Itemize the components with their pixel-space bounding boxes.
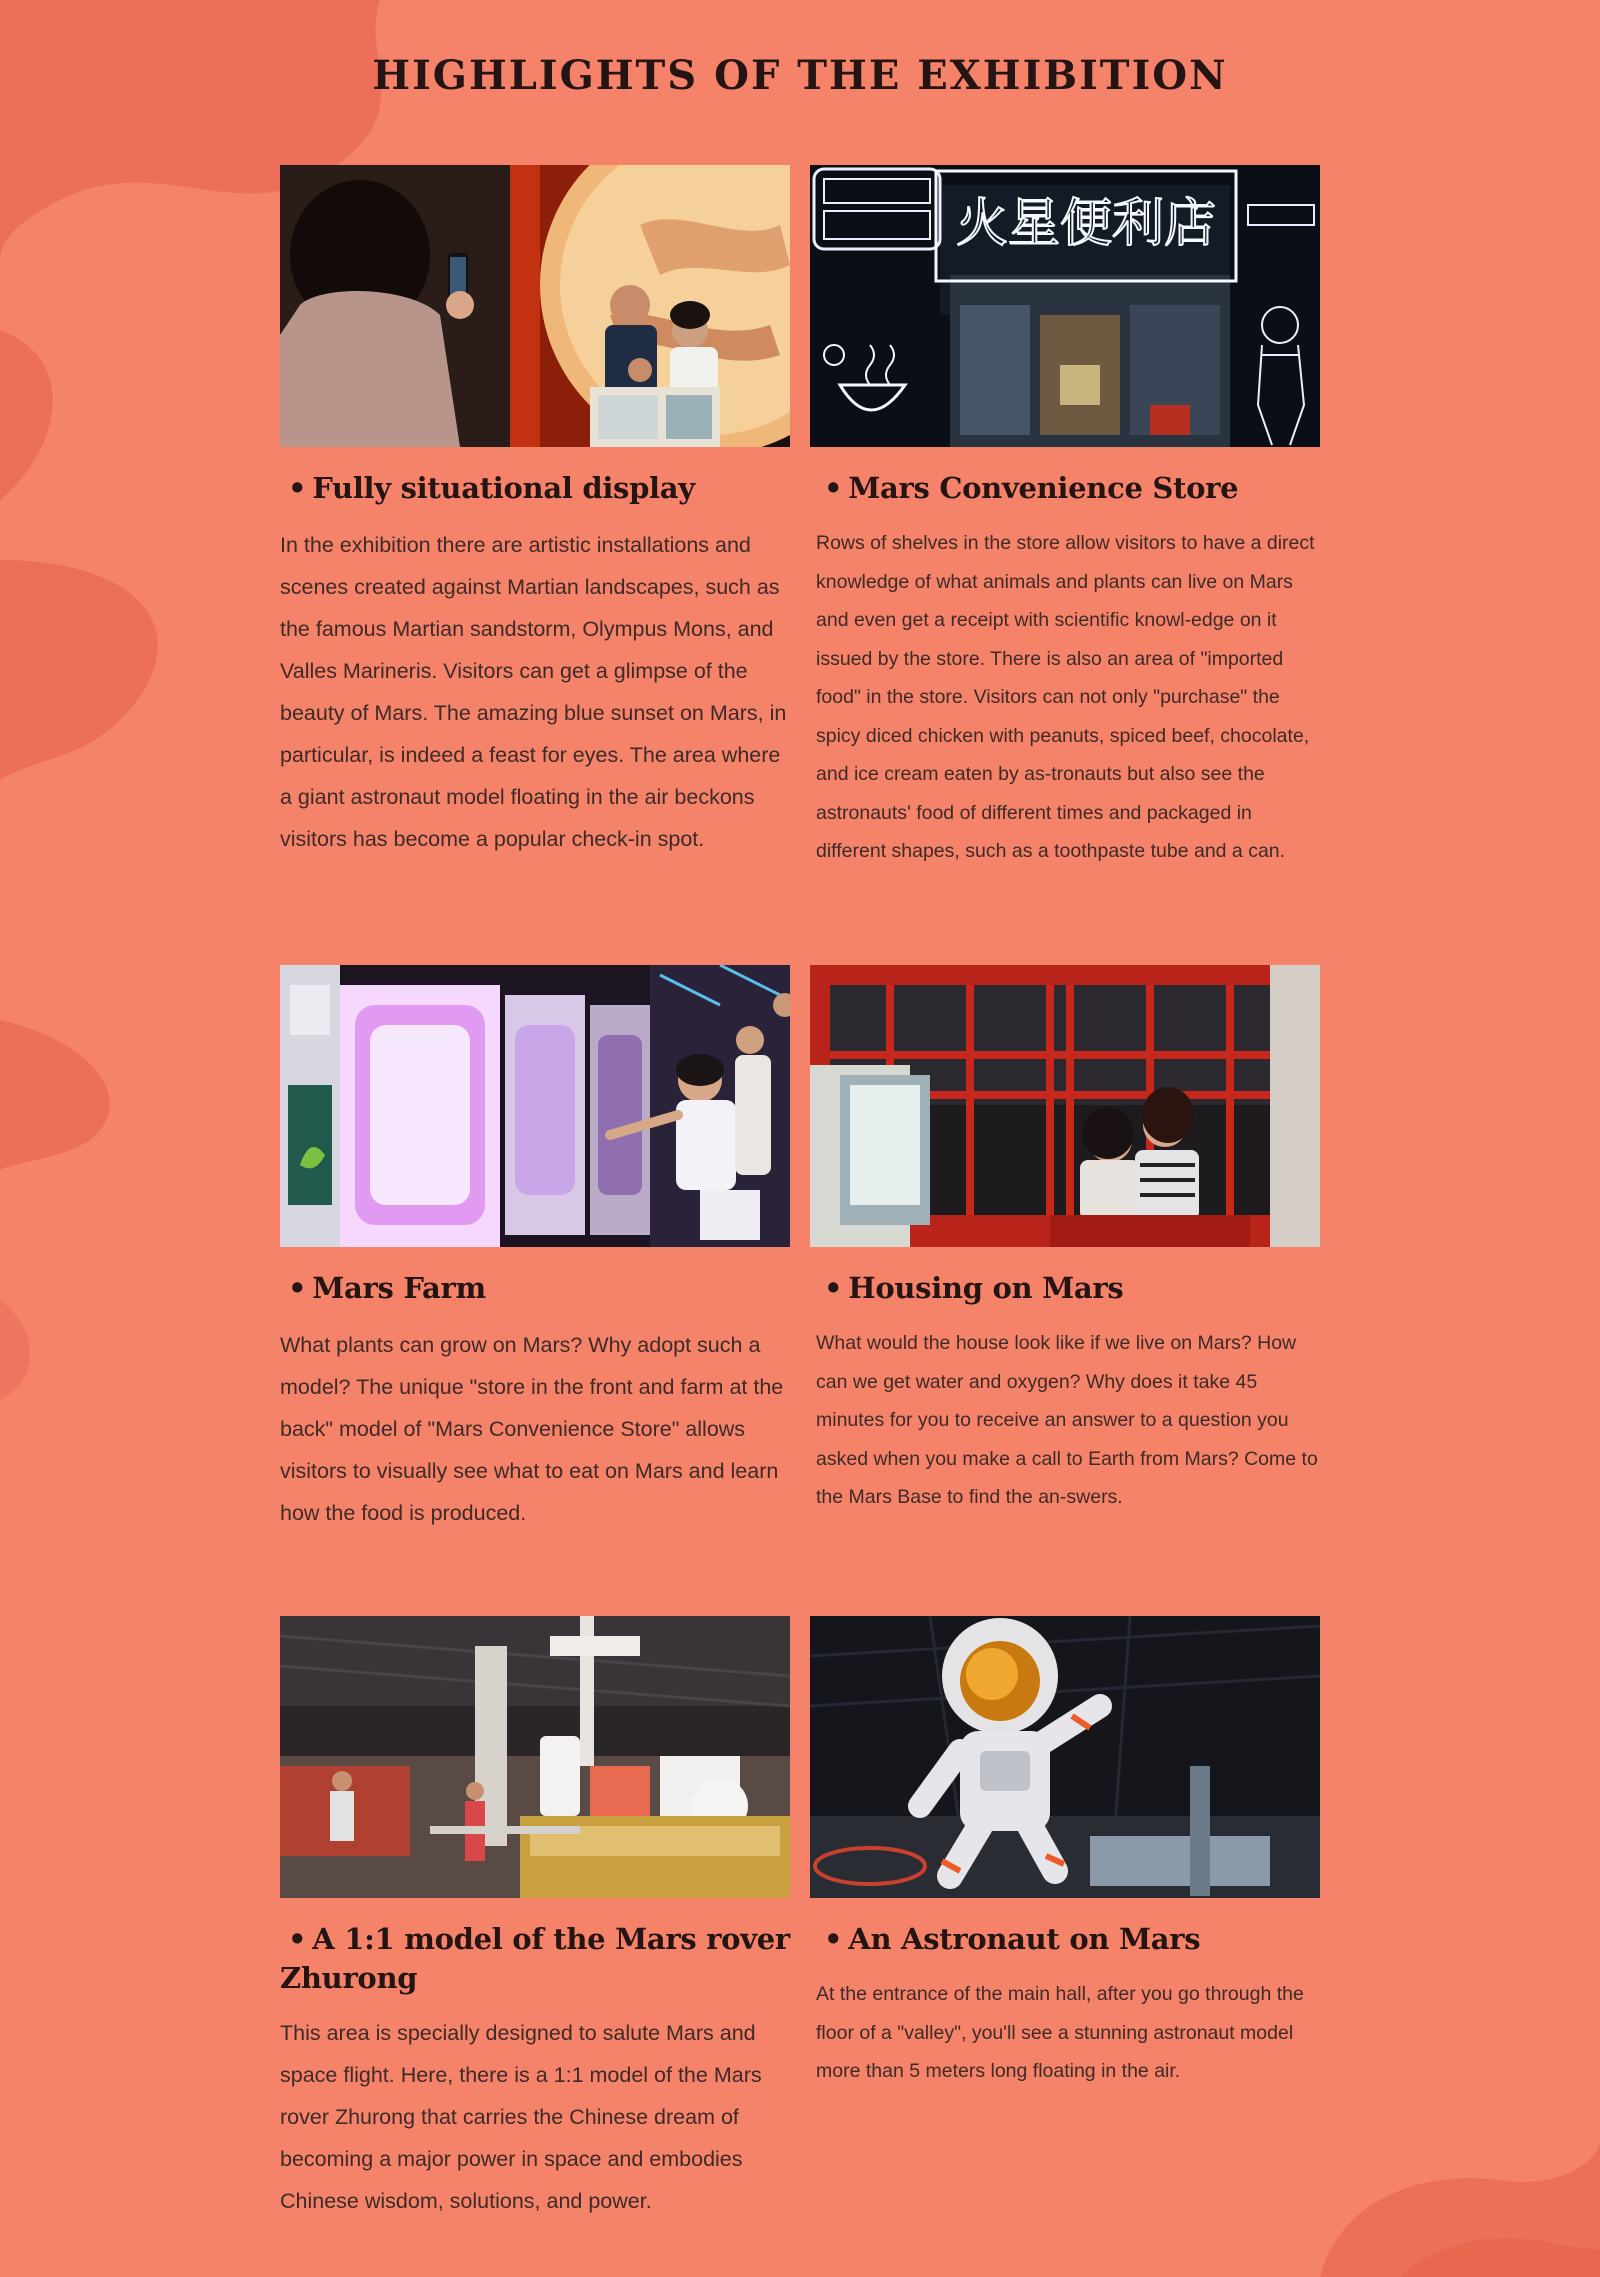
section-body: At the entrance of the main hall, after you go through the floor of a "valley", you'll see a stunning astronaut model more than 5 meters long floating in the air. bbox=[816, 1983, 1304, 2082]
section-title bbox=[280, 1920, 790, 1998]
section-zhurong-rover-model bbox=[280, 1616, 790, 2222]
photo-astronaut-model bbox=[810, 1616, 1320, 1898]
section-title-text: Mars Convenience Store bbox=[848, 471, 1239, 505]
section-title bbox=[810, 1920, 1320, 1959]
photo-mars-farm bbox=[280, 965, 790, 1247]
bullet: • bbox=[288, 1922, 307, 1956]
bullet: • bbox=[824, 1922, 843, 1956]
section-housing-on-mars bbox=[810, 965, 1320, 1517]
section-mars-convenience-store bbox=[810, 165, 1320, 871]
photo-zhurong-rover bbox=[280, 1616, 790, 1898]
bullet: • bbox=[824, 1271, 843, 1305]
photo-mars-globe-family bbox=[280, 165, 790, 447]
section-title bbox=[280, 1269, 790, 1308]
section-mars-farm bbox=[280, 965, 790, 1534]
section-title-text: Fully situational display bbox=[312, 471, 695, 505]
section-title bbox=[280, 469, 790, 508]
section-title-text: A 1:1 model of the Mars rover Zhurong bbox=[280, 1922, 790, 1995]
photo-housing-on-mars bbox=[810, 965, 1320, 1247]
section-body: What plants can grow on Mars? Why adopt such a model? The unique "store in the front and farm at the back" model of "Mars Convenience Store" allows visitors to visually see what to eat on Mars and learn how the food is produced. bbox=[280, 1333, 784, 1525]
photo-convenience-store bbox=[810, 165, 1320, 447]
section-title-text: Mars Farm bbox=[312, 1271, 486, 1305]
section-fully-situational-display bbox=[280, 165, 790, 860]
section-body: Rows of shelves in the store allow visitors to have a direct knowledge of what animals and plants can live on Mars and even get a receipt with scientific knowl-edge on it issued by the store. There is also an area of "imported food" in the store. Visitors can not only "purchase" the spicy diced chicken with peanuts, spiced beef, chocolate, and ice cream eaten by as-tronauts but also see the astronauts' food of different times and packaged in different shapes, such as a toothpaste tube and a can. bbox=[816, 532, 1315, 862]
page-title: HIGHLIGHTS OF THE EXHIBITION bbox=[372, 52, 1228, 99]
section-body: This area is specially designed to salute Mars and space flight. Here, there is a 1:1 model of the Mars rover Zhurong that carries the Chinese dream of becoming a major power in space and embodies Chinese wisdom, solutions, and power. bbox=[280, 2021, 762, 2213]
bullet: • bbox=[288, 471, 307, 505]
bullet: • bbox=[288, 1271, 307, 1305]
section-title-text: Housing on Mars bbox=[848, 1271, 1124, 1305]
store-neon-sign: 火星便利店 bbox=[955, 194, 1217, 254]
section-astronaut-on-mars bbox=[810, 1616, 1320, 2091]
section-title-text: An Astronaut on Mars bbox=[848, 1922, 1201, 1956]
section-body: What would the house look like if we live on Mars? How can we get water and oxygen? Why does it take 45 minutes for you to receive an answer to a question you asked when you make a call to Earth from Mars? Come to the Mars Base to find the an-swers. bbox=[816, 1332, 1318, 1508]
bullet: • bbox=[824, 471, 843, 505]
section-title bbox=[810, 1269, 1320, 1308]
section-title bbox=[810, 469, 1320, 508]
section-body: In the exhibition there are artistic installations and scenes created against Martian landscapes, such as the famous Martian sandstorm, Olympus Mons, and Valles Marineris. Visitors can get a glimpse of the beauty of Mars. The amazing blue sunset on Mars, in particular, is indeed a feast for eyes. The area where a giant astronaut model floating in the air beckons visitors has become a popular check-in spot. bbox=[280, 533, 787, 851]
